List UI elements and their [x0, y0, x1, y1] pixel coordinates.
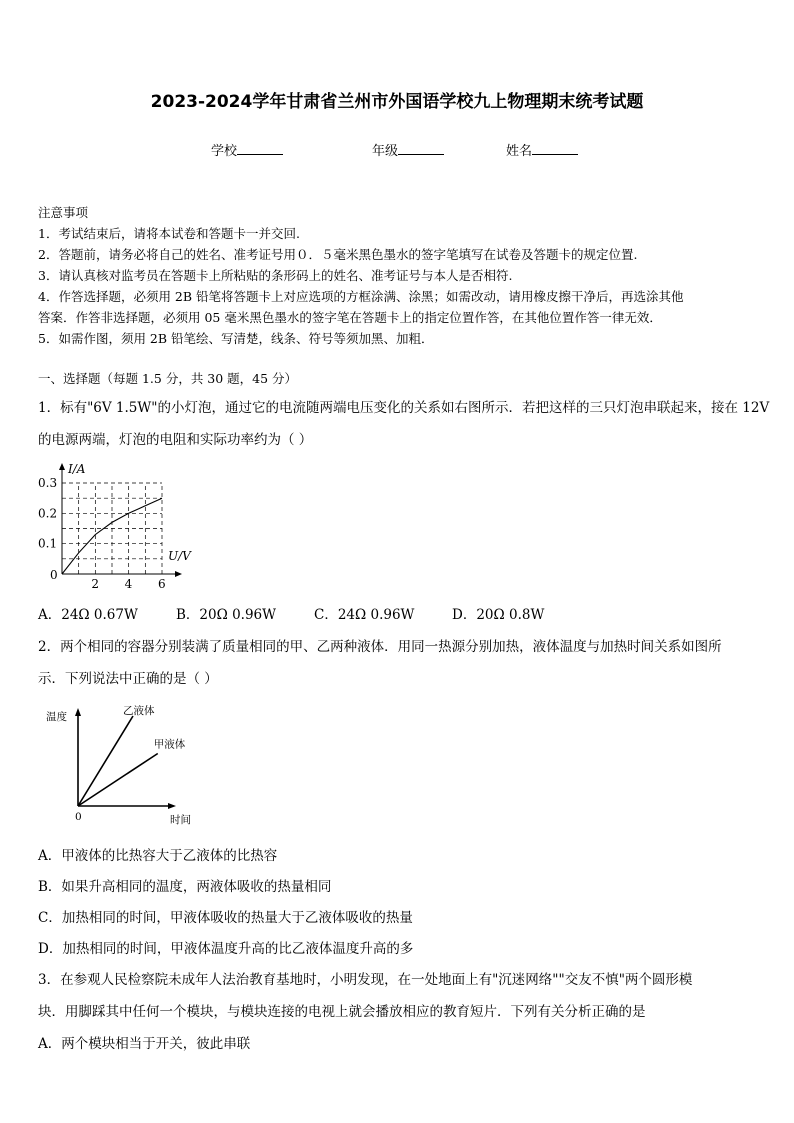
y-axis-label: 温度: [46, 711, 67, 723]
x-axis-label: U/V: [168, 549, 191, 563]
name-field: [506, 140, 578, 159]
series-line: [78, 716, 133, 806]
notice-item: 4．作答选择题，必须用 2B 铅笔将答题卡上对应选项的方框涂满、涂黑；如需改动，请用橡皮擦干净后，再选涂其他: [38, 289, 684, 304]
x-tick-label: 4: [124, 577, 133, 591]
iu-curve-chart: [30, 452, 210, 592]
question-2-option-c[interactable]: C．加热相同的时间，甲液体吸收的热量大于乙液体吸收的热量: [38, 910, 413, 926]
origin-label: 0: [75, 811, 82, 823]
notice-item: 1．考试结束后，请将本试卷和答题卡一并交回.: [38, 226, 300, 241]
question-1-option-c[interactable]: C．24Ω 0.96W: [314, 607, 415, 623]
question-2-line-2: 示．下列说法中正确的是（ ）: [38, 671, 218, 687]
y-axis-label: I/A: [68, 462, 86, 476]
question-3-line-2: 块．用脚踩其中任何一个模块，与模块连接的电视上就会播放相应的教育短片．下列有关分析正确的是: [38, 1004, 646, 1020]
question-2-option-d[interactable]: D．加热相同的时间，甲液体温度升高的比乙液体温度升高的多: [38, 941, 414, 957]
name-label: 姓名: [506, 144, 533, 159]
grade-field: [372, 140, 444, 159]
school-blank[interactable]: [237, 142, 283, 155]
x-tick-label: 6: [158, 577, 166, 591]
page-title: 2023-2024学年甘肃省兰州市外国语学校九上物理期末统考试题: [150, 92, 644, 112]
question-3-line-1: 3．在参观人民检察院未成年人法治教育基地时，小明发现，在一处地面上有"沉迷网络""交友不慎"两个圆形模: [38, 972, 693, 988]
question-1-line-1: 1．标有"6V 1.5W"的小灯泡，通过它的电流随两端电压变化的关系如右图所示．若把这样的三只灯泡串联起来，接在 12V: [38, 400, 770, 416]
question-2-option-b[interactable]: B．如果升高相同的温度，两液体吸收的热量相同: [38, 879, 332, 895]
name-blank[interactable]: [532, 142, 578, 155]
x-tick-label: 2: [91, 577, 99, 591]
y-axis-arrow: [59, 463, 65, 470]
grade-label: 年级: [372, 144, 399, 159]
question-1-option-d[interactable]: D．20Ω 0.8W: [452, 607, 545, 623]
series-label: 甲液体: [153, 738, 186, 751]
question-2-line-1: 2．两个相同的容器分别装满了质量相同的甲、乙两种液体．用同一热源分别加热，液体温度与加热时间关系如图所: [38, 639, 722, 655]
question-1-option-a[interactable]: A．24Ω 0.67W: [38, 607, 138, 623]
section-heading: 一、选择题（每题 1.5 分，共 30 题，45 分）: [38, 371, 298, 386]
notice-heading: 注意事项: [38, 205, 89, 220]
question-1-line-2: 的电源两端，灯泡的电阻和实际功率约为（ ）: [38, 432, 313, 448]
grade-blank[interactable]: [398, 142, 444, 155]
temperature-time-chart: [38, 700, 198, 830]
question-2-option-a[interactable]: A．甲液体的比热容大于乙液体的比热容: [38, 848, 278, 864]
y-tick-label: 0.3: [38, 476, 58, 490]
student-info-fields: [211, 140, 283, 159]
question-1-option-b[interactable]: B．20Ω 0.96W: [176, 607, 277, 623]
y-tick-label: 0.1: [38, 536, 58, 551]
y-tick-label: 0.2: [38, 506, 58, 521]
series-line: [78, 754, 158, 807]
origin-label: 0: [50, 568, 58, 582]
notice-item: 3．请认真核对监考员在答题卡上所粘贴的条形码上的姓名、准考证号与本人是否相符.: [38, 268, 513, 283]
school-label: 学校: [211, 144, 238, 159]
series-label: 乙液体: [123, 705, 155, 717]
notice-item: 答案．作答非选择题，必须用 05 毫米黑色墨水的签字笔在答题卡上的指定位置作答，在其他位置作答一律无效．: [38, 310, 662, 325]
notice-item: 5．如需作图，须用 2B 铅笔绘、写清楚，线条、符号等须加黑、加粗．: [38, 331, 434, 346]
x-axis-arrow: [168, 803, 176, 809]
question-3-option-a[interactable]: A．两个模块相当于开关，彼此串联: [38, 1036, 251, 1052]
y-axis-arrow: [75, 708, 81, 716]
notice-item: 2．答题前，请务必将自己的姓名、准考证号用０．５毫米黑色墨水的签字笔填写在试卷及答题卡的规定位置.: [38, 247, 638, 262]
x-axis-arrow: [175, 571, 182, 577]
x-axis-label: 时间: [170, 814, 191, 826]
